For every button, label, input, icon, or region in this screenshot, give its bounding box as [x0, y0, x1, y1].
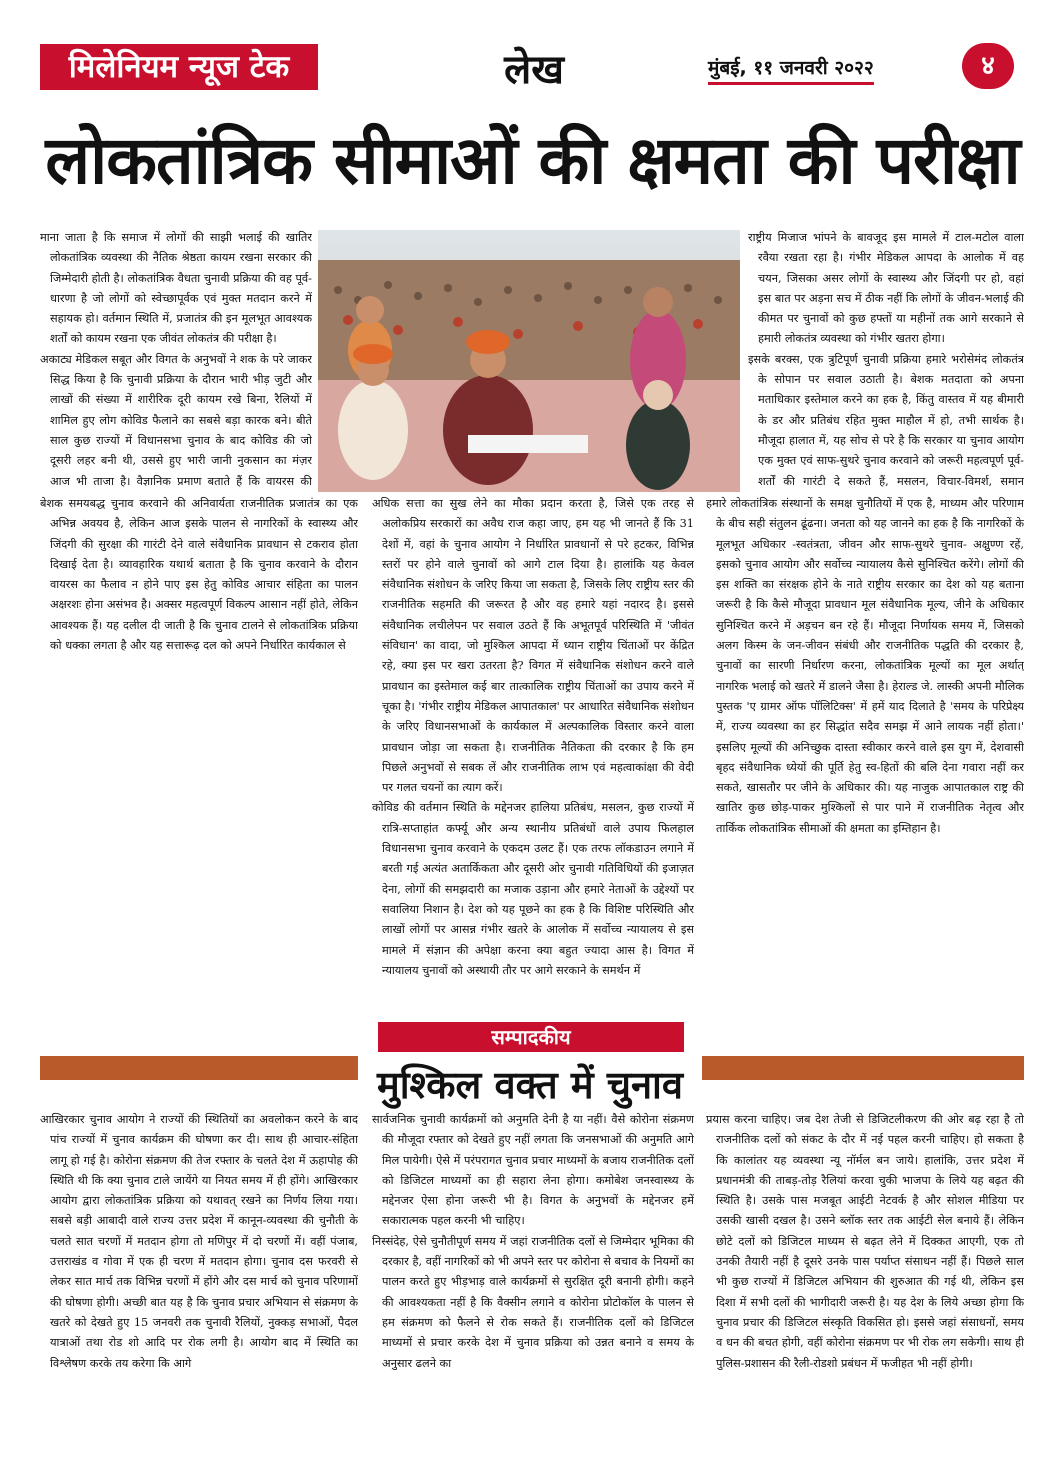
paragraph: आखिरकार चुनाव आयोग ने राज्यों की स्थितियों का अवलोकन करने के बाद पांच राज्यों में चुनाव कार्यक्रम की घोषणा कर दी। साथ ही आचार-संहिता लागू हो गई है। कोरोना संक्रमण की तेज रफ्तार के चलते देश में ऊहापोह की स्थिति थी कि क्या चुनाव टाले जायेंगे या नियत समय में ही होंगे। आखिरकार आयोग द्वारा लोकतांत्रिक प्रक्रिया को यथावत् रखने का निर्णय लिया गया। सबसे बड़ी आबादी वाले राज्य उत्तर प्रदेश में कानून-व्यवस्था की चुनौती के चलते सात चरणों में मतदान होगा तो मणिपुर में दो चरणों में। वहीं पंजाब, उत्तराखंड व गोवा में एक ही चरण में मतदान होगा। चुनाव दस फरवरी से लेकर सात मार्च तक विभिन्न चरणों में होंगे और दस मार्च को चुनाव परिणामों की घोषणा होगी। अच्छी बात यह है कि चुनाव प्रचार अभियान से संक्रमण के खतरे को देखते हुए 15 जनवरी तक चुनावी रैलियों, नुक्कड़ सभाओं, पैदल यात्राओं तथा रोड शो आदि पर रोक लगी है। आयोग बाद में स्थिति का विश्लेषण करके तय करेगा कि आगे [40, 1113, 358, 1370]
paragraph: माना जाता है कि समाज में लोगों की साझी भलाई की खातिर लोकतांत्रिक व्यवस्था की नैतिक श्रेष्ठता कायम रखना सरकार की जिम्मेदारी होती है। लोकतांत्रिक वैधता चुनावी प्रक्रिया की वह पूर्व-धारणा है जो लोगों को स्वेच्छापूर्वक एवं मुक्त मतदान करने में सहायक हो। वर्तमान स्थिति में, प्रजातंत्र की इन मूलभूत आवश्यक शर्तों को कायम रखना एक जीवंत लोकतंत्र की परीक्षा है। [40, 231, 312, 346]
paragraph: हमारे लोकतांत्रिक संस्थानों के समक्ष चुनौतियों में एक है, माध्यम और परिणाम के बीच सही संतुलन ढूंढना। जनता को यह जानने का हक है कि नागरिकों के मूलभूत अधिकार -स्वतंत्रता, जीवन और साफ-सुथरे चुनाव- अक्षुण्ण रहें, इसको चुनाव आयोग और सर्वोच्च न्यायालय कैसे सुनिश्चित करेंगे। लोगों की इस शक्ति का संरक्षक होने के नाते राष्ट्रीय सरकार का देश को यह बताना जरूरी है कि कैसे मौजूदा प्रावधान मूल संवैधानिक मूल्य, जीने के अधिकार सुनिश्चित करने में अड़चन बन रहे हैं। मौजूदा निर्णायक समय में, जिसको अलग किस्म के जन-जीवन संबंधी और राजनीतिक पद्धति की दरकार है, चुनावों का सारणी निर्धारण करना, लोकतांत्रिक मूल्यों का मूल अर्थात् नागरिक भलाई को खतरे में डालने जैसा है। हेराल्ड जे. लास्की अपनी मौलिक पुस्तक 'ए ग्रामर ऑफ पॉलिटिक्स' में हमें याद दिलाते है 'समय के परिप्रेक्ष्य में, राज्य व्यवस्था का हर सिद्धांत सदैव समझ में आने लायक नहीं होता।' इसलिए मूल्यों की अनिच्छुक दास्ता स्वीकार करने वाले इस युग में, देशवासी बृहद संवैधानिक ध्येयों की पूर्ति हेतु स्व-हितों की बलि देना गवारा नहीं कर सकते, खासतौर पर जीने के अधिकार की। यह नाजुक आपातकाल राष्ट्र की खातिर कुछ छोड़-पाकर मुश्किलों से पार पाने में राजनीतिक नेतृत्व और तार्किक लोकतांत्रिक सीमाओं की क्षमता का इम्तिहान है। [706, 497, 1024, 835]
editorial-rule-left [40, 1056, 358, 1080]
article-column-2 [372, 494, 694, 1014]
editorial-headline: मुश्किल वक्त में चुनाव [376, 1063, 684, 1107]
paragraph: अकाट्य मेडिकल सबूत और विगत के अनुभवों ने शक के परे जाकर सिद्ध किया है कि चुनावी प्रक्रिया के दौरान भारी भीड़ जुटी और लाखों की संख्या में शारीरिक दूरी कायम रखे बिना, रैलियों में शामिल हुए लोग कोविड फैलाने का सबसे बड़ा कारक बने। बीते साल कुछ राज्यों में विधानसभा चुनाव के बाद कोविड की जो दूसरी लहर बनी थी, उससे हुए भारी जानी नुकसान का मंज़र आज भी ताजा है। वैज्ञानिक प्रमाण बताते हैं कि वायरस की [40, 352, 312, 488]
paragraph: सार्वजनिक चुनावी कार्यक्रमों को अनुमति देनी है या नहीं। वैसे कोरोना संक्रमण की मौजूदा रफ्तार को देखते हुए नहीं लगता कि जनसभाओं की अनुमति आगे मिल पायेगी। ऐसे में परंपरागत चुनाव प्रचार माध्यमों के बजाय राजनीतिक दलों को डिजिटल माध्यमों का ही सहारा लेना होगा। कमोबेश जनस्वास्थ्य के मद्देनजर ऐसा होना जरूरी भी है। विगत के अनुभवों के मद्देनजर हमें सकारात्मक पहल करनी भी चाहिए। [372, 1113, 694, 1228]
article-column-1 [40, 228, 312, 490]
editorial-tag: सम्पादकीय [378, 1022, 684, 1052]
editorial-column-3 [706, 1110, 1024, 1430]
event-photo-illustration [318, 230, 740, 492]
article-column-3-lower [706, 494, 1024, 1014]
paragraph: इसके बरक्स, एक त्रुटिपूर्ण चुनावी प्रक्रिया हमारे भरोसेमंद लोकतंत्र के सोपान पर सवाल उठाती है। बेशक मतदाता को अपना मताधिकार इस्तेमाल करने का हक है, किंतु वास्तव में यह बीमारी के डर और प्रतिबंध रहित मुक्त माहौल में हो, तभी सार्थक है। मौजूदा हालात में, यह सोच से परे है कि सरकार या चुनाव आयोग एक मुक्त एवं साफ-सुथरे चुनाव करवाने को जरूरी महत्वपूर्ण पूर्व-शर्तों की गारंटी दे सकते हैं, मसलन, विचार-विमर्श, समान [748, 352, 1024, 488]
editorial-column-1 [40, 1110, 358, 1430]
dateline: मुंबई, ११ जनवरी २०२२ [708, 54, 874, 85]
paragraph: निस्संदेह, ऐसे चुनौतीपूर्ण समय में जहां राजनीतिक दलों से जिम्मेदार भूमिका की दरकार है, वहीं नागरिकों को भी अपने स्तर पर कोरोना से बचाव के नियमों का पालन करते हुए भीड़भाड़ वाले कार्यक्रमों से सुरक्षित दूरी बनानी होगी। कहने की आवश्यकता नहीं है कि वैक्सीन लगाने व कोरोना प्रोटोकॉल के पालन से हम संक्रमण को फैलने से रोक सकते हैं। राजनीतिक दलों को डिजिटल माध्यमों से प्रचार करके देश में चुनाव प्रक्रिया को उन्नत बनाने व समय के अनुसार ढलने का [372, 1234, 694, 1370]
paragraph: बेशक समयबद्ध चुनाव करवाने की अनिवार्यता राजनीतिक प्रजातंत्र का एक अभिन्न अवयव है, लेकिन आज इसके पालन से नागरिकों के स्वास्थ्य और जिंदगी की सुरक्षा की गारंटी देने वाले संवैधानिक प्रावधान से टकराव होता दिखाई देता है। व्यावहारिक यथार्थ बताता है कि चुनाव करवाने के दौरान वायरस का फैलाव न होने पाए इस हेतु कोविड आचार संहिता का पालन अक्षरशः होना असंभव है। अक्सर महत्वपूर्ण विकल्प आसान नहीं होते, लेकिन आवश्यक हैं। यह दलील दी जाती है कि चुनाव टालने से लोकतांत्रिक प्रक्रिया को धक्का लगता है और यह सत्तारूढ़ दल को अपने निर्धारित कार्यकाल से [40, 497, 358, 653]
section-title: लेख [504, 47, 564, 93]
paragraph: प्रयास करना चाहिए। जब देश तेजी से डिजिटलीकरण की ओर बढ़ रहा है तो राजनीतिक दलों को संकट के दौर में नई पहल करनी चाहिए। हो सकता है कि कालांतर यह व्यवस्था न्यू नॉर्मल बन जाये। हालांकि, उत्तर प्रदेश में प्रधानमंत्री की ताबड़-तोड़ रैलियां करवा चुकी भाजपा के लिये यह बढ़त की स्थिति है। उसके पास मजबूत आईटी नेटवर्क है और सोशल मीडिया पर उसकी खासी दखल है। उसने ब्लॉक स्तर तक आईटी सेल बनाये हैं। लेकिन छोटे दलों को डिजिटल माध्यम से बढ़त लेने में दिक्कत आएगी, एक तो उनकी तैयारी नहीं है दूसरे उनके पास पर्याप्त संसाधन नहीं हैं। पिछले साल भी कुछ राज्यों में डिजिटल अभियान की शुरुआत की गई थी, लेकिन इस दिशा में सभी दलों की भागीदारी जरूरी है। यह देश के लिये अच्छा होगा कि चुनाव प्रचार की डिजिटल संस्कृति विकसित हो। इससे जहां संसाधनों, समय व धन की बचत होगी, वहीं कोरोना संक्रमण पर भी रोक लग सकेगी। साथ ही पुलिस-प्रशासन की रैली-रोडशो प्रबंधन में फजीहत भी नहीं होगी। [706, 1113, 1024, 1370]
paragraph: अधिक सत्ता का सुख लेने का मौका प्रदान करता है, जिसे एक तरह से अलोकप्रिय सरकारों का अवैध राज कहा जाए, हम यह भी जानते हैं कि 31 देशों में, वहां के चुनाव आयोग ने निर्धारित प्रावधानों से परे हटकर, विभिन्न स्तरों पर होने वाले चुनावों को आगे टाल दिया है। हालांकि यह केवल संवैधानिक संशोधन के जरिए किया जा सकता है, जिसके लिए राष्ट्रीय स्तर की राजनीतिक सहमति की जरूरत है और वह हमारे यहां नदारद है। इससे संवैधानिक लचीलेपन पर सवाल उठते हैं कि अभूतपूर्व परिस्थिति में 'जीवंत संविधान' का वादा, जो मुश्किल आपदा में ध्यान राष्ट्रीय चिंताओं पर केंद्रित रहे, क्या इस पर खरा उतरता है? विगत में संवैधानिक संशोधन करने वाले प्रावधान का इस्तेमाल कई बार तात्कालिक राष्ट्रीय चिंताओं का उपाय करने में चूका है। 'गंभीर राष्ट्रीय मेडिकल आपातकाल' पर आधारित संवैधानिक संशोधन के जरिए विधानसभाओं के कार्यकाल में अल्पकालिक विस्तार करने वाला प्रावधान जोड़ा जा सकता है। राजनीतिक नैतिकता की दरकार है कि हम पिछले अनुभवों से सबक लें और राजनीतिक लाभ एवं महत्वाकांक्षा की वेदी पर गलत चयनों का त्याग करें। [372, 497, 694, 795]
paragraph: राष्ट्रीय मिजाज भांपने के बावजूद इस मामले में टाल-मटोल वाला रवैया रखता रहा है। गंभीर मेडिकल आपदा के आलोक में वह चयन, जिसका असर लोगों के स्वास्थ्य और जिंदगी पर हो, वहां इस बात पर अड़ना सच में ठीक नहीं कि लोगों के जीवन-भलाई की कीमत पर चुनावों को कुछ हफ्तों या महीनों तक आगे सरकाने से हमारी लोकतंत्र व्यवस्था को गंभीर खतरा होगा। [748, 231, 1024, 346]
editorial-column-2 [372, 1110, 694, 1430]
page-number: ४ [962, 43, 1014, 89]
article-photo [318, 230, 740, 492]
editorial-rule-right [702, 1056, 1024, 1080]
article-column-1-lower [40, 494, 358, 1014]
article-headline: लोकतांत्रिक सीमाओं की क्षमता की परीक्षा [45, 122, 1020, 199]
paragraph: कोविड की वर्तमान स्थिति के मद्देनजर हालिया प्रतिबंध, मसलन, कुछ राज्यों में रात्रि-सप्ताहांत कर्फ्यू और अन्य स्थानीय प्रतिबंधों वाले उपाय फिलहाल विधानसभा चुनाव करवाने के एकदम उलट हैं। एक तरफ लॉकडाउन लगाने में बरती गई अत्यंत अतार्किकता और दूसरी ओर चुनावी गतिविधियों की इजाज़त देना, लोगों की समझदारी का मजाक उड़ाना और हमारे नेताओं के उद्देश्यों पर सवालिया निशान है। देश को यह पूछने का हक है कि विशिष्ट परिस्थिति और लाखों लोगों पर आसन्न गंभीर खतरे के आलोक में सर्वोच्च न्यायालय से इस मामले में संज्ञान की अपेक्षा करना क्या बहुत ज्यादा आस है। विगत में न्यायालय चुनावों को अस्थायी तौर पर आगे सरकाने के समर्थन में [372, 801, 694, 977]
article-column-3 [748, 228, 1024, 492]
masthead: मिलेनियम न्यूज टेक [40, 44, 318, 90]
